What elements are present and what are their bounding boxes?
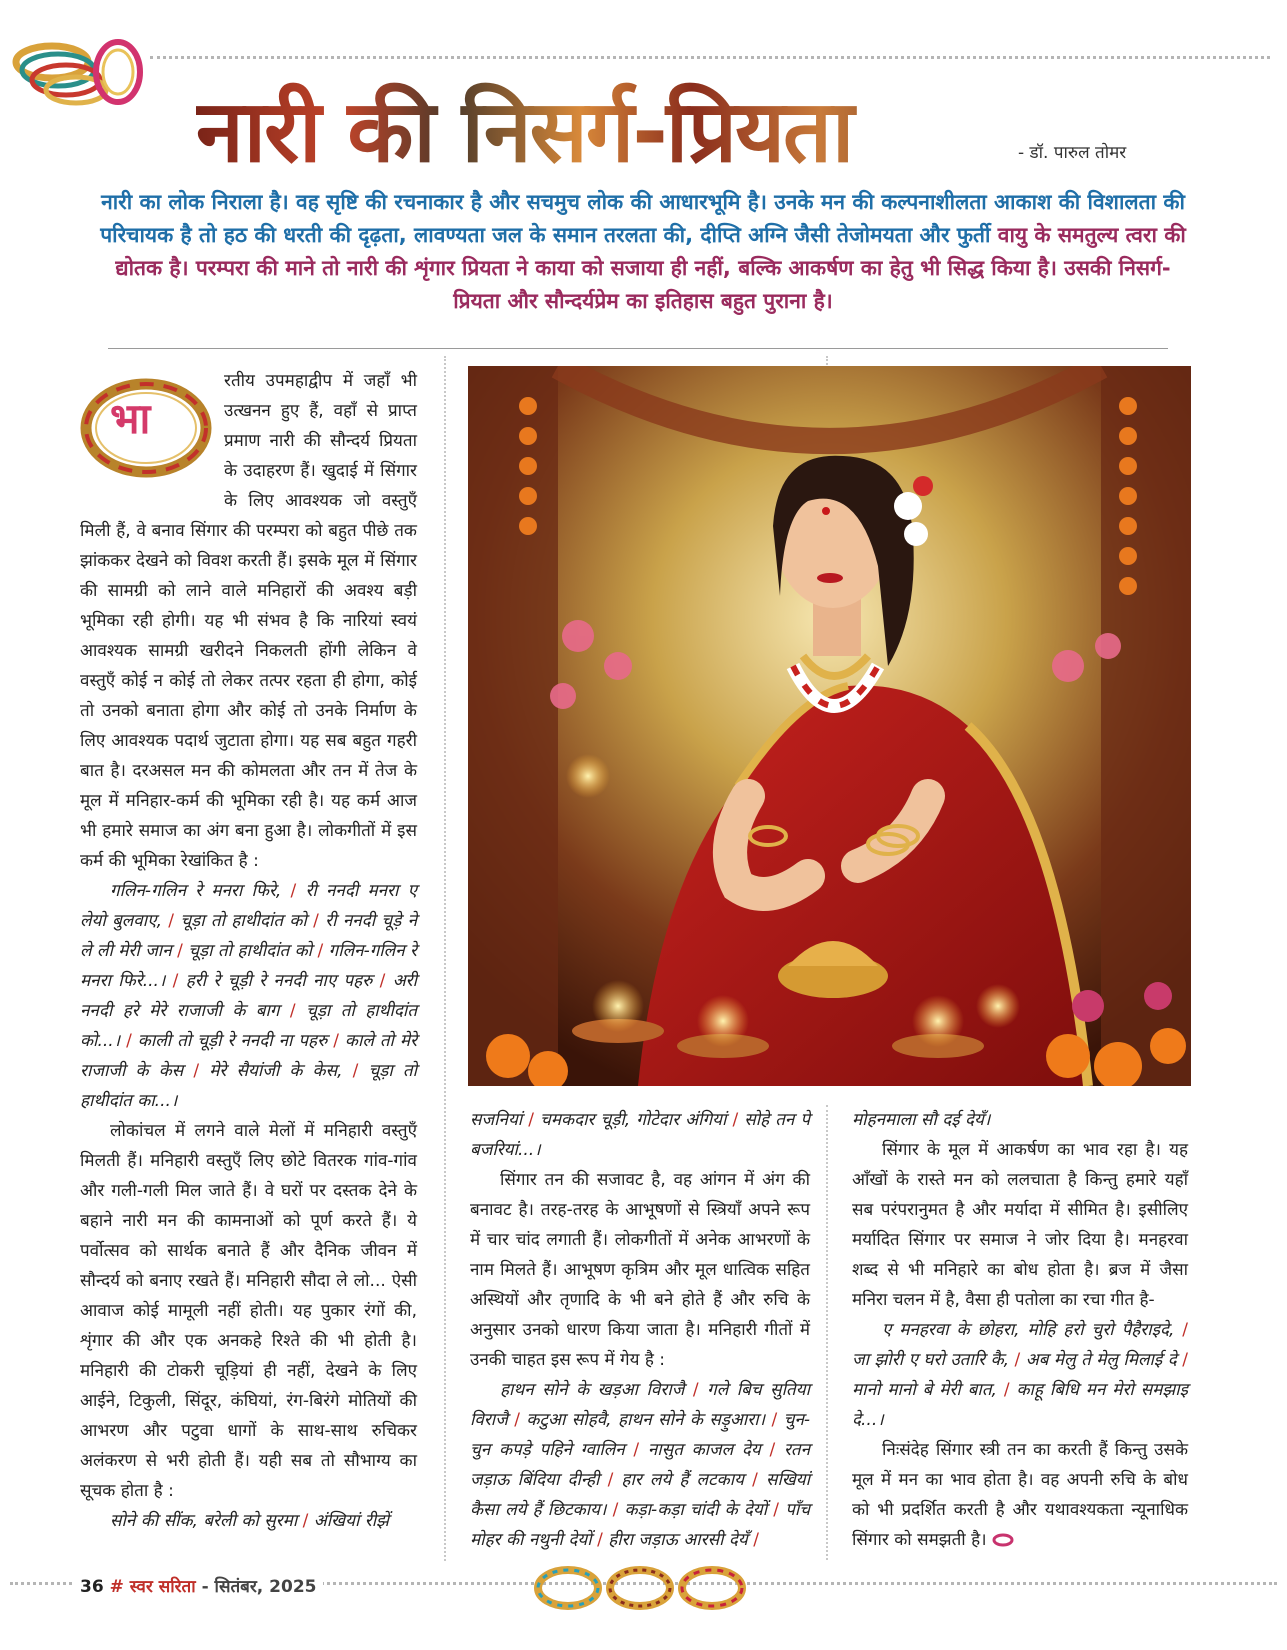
author-byline: - डॉ. पारुल तोमर (1018, 143, 1127, 163)
intro-text-magenta: वायु के समतुल्य त्वरा की द्योतक है। परम्परा की माने तो नारी की शृंगार प्रियता ने काया को सजाया ही नहीं, बल्कि आकर्षण का हेतु भी सिद्ध किया है। उसकी निसर्ग-प्रियता और सौन्दर्यप्रेम का इतिहास बहुत पुराना है। (115, 223, 1186, 313)
end-of-article-icon (992, 1533, 1014, 1547)
folk-verse-3-cont: मोहनमाला सौ दई देयँ। (852, 1110, 991, 1130)
folk-verse-3: हाथन सोने के खड़आ विराजै / गले बिच सुतिया विराजै / कटुआ सोहवै, हाथन सोने के सड़ुआरा। / चुन-चुन कपड़े पहिने ग्वालिन / नासुत काजल देय / रतन जड़ाऊ बिंदिया दीन्ही / हार लये हैं लटकाय / सखियां कैसा लये हैं छिटकाय। / कड़ा-कड़ा चांदी के देयों / पाँच मोहर की नथुनी देयों / हीरा जड़ाऊ आरसी देयँ / (470, 1380, 811, 1550)
footer-hash: # (109, 1577, 124, 1597)
body-paragraph: सिंगार तन की सजावट है, वह आंगन में अंग की बनावट है। तरह-तरह के आभूषणों से स्त्रियाँ अपने रूप में चार चांद लगाती हैं। लोकगीतों में अनेक आभरणों के नाम मिलते हैं। आभूषण कृत्रिम और मूल धात्विक सहित अस्थियों और तृणादि के भी बने होते हैं और रुचि के अनुसार उनको धारण किया जाता है। मनिहारी गीतों में उनकी चाहत इस रूप में गेय है : (470, 1170, 810, 1370)
bangles-footer-illustration (530, 1560, 750, 1615)
top-dotted-rule (150, 56, 1270, 59)
folk-verse-1: गलिन-गलिन रे मनरा फिरे, / री ननदी मनरा ए लेयो बुलवाए, / चूड़ा तो हाथीदांत को / री ननदी चूड़े ने ले ली मेरी जान / चूड़ा तो हाथीदांत को / गलिन-गलिन रे मनरा फिरे...। / हरी रे चूड़ी रे ननदी नाए पहरु / अरी ननदी हरे मेरे राजाजी के बाग / चूड़ा तो हाथीदांत को...। / काली तो चूड़ी रे ननदी ना पहरु / काले तो मेरे राजाजी के केस / मेरे सैयांजी के केस, / चूड़ा तो हाथीदांत का...। (80, 881, 418, 1111)
folk-verse-4: ए मनहरवा के छोहरा, मोहि हरो चुरो पैहैराइदे, / जा झोरी ए घरो उतारि कै, / अब मेलु ते मेलु मिलाई दे / मानो मानो बे मेरी बात, / काहू बिधि मन मेरो समझाइ दे...। (852, 1320, 1189, 1430)
folk-verse-2: सोने की सींक, बरेली को सुरमा / अंखियां रीझें (110, 1511, 389, 1531)
issue-date: - सितंबर, 2025 (201, 1577, 317, 1597)
page-footer (74, 1574, 323, 1597)
body-paragraph: निःसंदेह सिंगार स्त्री तन का करती हैं किन्तु उसके मूल में मन का भाव होता है। वह अपनी रुचि के बोध को भी प्रदर्शित करती है और यथावश्यकता न्यूनाधिक सिंगार को समझती है। (852, 1440, 1188, 1550)
bangles-illustration (10, 22, 150, 112)
article-title: नारी की निसर्ग-प्रियता (196, 82, 996, 182)
magazine-name: स्वर सरिता (129, 1577, 196, 1597)
bride-photo (468, 366, 1191, 1086)
body-paragraph: रतीय उपमहाद्वीप में जहाँ भी उत्खनन हुए हैं, वहाँ से प्राप्त प्रमाण नारी की सौन्दर्य प्रियता के उदाहरण हैं। खुदाई में सिंगार के लिए आवश्यक जो वस्तुएँ मिली हैं, वे बनाव सिंगार की परम्परा को बहुत पीछे तक झांककर देखने को विवश करती हैं। इसके मूल में सिंगार की सामग्री को लाने वाले मनिहारों की अवश्य बड़ी भूमिका रही होगी। यह भी संभव है कि नारियां स्वयं आवश्यक सामग्री खरीदने निकलती होंगी लेकिन वे वस्तुएँ कोई न कोई तो लेकर तत्पर रहता ही होगा, कोई तो उनको बनाता होगा और कोई तो उनके निर्माण के लिए आवश्यक पदार्थ जुटाता होगा। यह सब बहुत गहरी बात है। दरअसल मन की कोमलता और तन में तेज के मूल में मनिहार-कर्म की भूमिका रही है। यह कर्म आज भी हमारे समाज का अंग बना हुआ है। लोकगीतों में इस कर्म की भूमिका रेखांकित है : (80, 371, 417, 871)
column-separator (826, 1105, 828, 1560)
dropcap-letter: भा (110, 394, 151, 443)
dropcap-bangle (80, 372, 218, 490)
photo-illustration (468, 366, 1191, 1086)
intro-divider (108, 348, 1168, 349)
body-paragraph: लोकांचल में लगने वाले मेलों में मनिहारी वस्तुएँ मिलती हैं। मनिहारी वस्तुएँ लिए छोटे वितरक गांव-गांव और गली-गली मिल जाते हैं। वे घरों पर दस्तक देने के बहाने नारी मन की कामनाओं को पूर्ण करते हैं। ये पर्वोत्सव को सार्थक बनाते हैं और दैनिक जीवन में सौन्दर्य को बनाए रखते हैं। मनिहारी सौदा ले लो... ऐसी आवाज कोई मामूली नहीं होती। यह पुकार रंगों की, शृंगार की और एक अनकहे रिश्ते की भी होती है। मनिहारी की टोकरी चूड़ियां ही नहीं, देखने के लिए आईने, टिकुली, सिंदूर, कंघियां, रंग-बिरंगे मोतियों की आभरण और पटुवा धागों के साथ-साथ रुचिकर अलंकरण से भरी होती हैं। यही सब तो सौभाग्य का सूचक होता है : (80, 1121, 417, 1501)
intro-text-blue: नारी का लोक निराला है। वह सृष्टि की रचनाकार है और सचमुच लोक की आधारभूमि है। उनके मन की कल्पनाशीलता आकाश की विशालता की परिचायक है तो हठ की धरती की दृढ़ता, लावण्यता जल के समान तरलता की, दीप्ति अग्नि जैसी तेजोमयता और फुर्ती (100, 190, 1185, 247)
page-number: 36 (80, 1577, 104, 1597)
folk-verse-2-cont: सजनियां / चमकदार चूड़ी, गोटेदार अंगियां / सोहे तन पे बजरियां...। (470, 1110, 811, 1160)
intro-paragraph (98, 186, 1188, 318)
column-separator (444, 356, 446, 1561)
body-paragraph: सिंगार के मूल में आकर्षण का भाव रहा है। यह आँखों के रास्ते मन को ललचाता है किन्तु हमारे यहाँ सब परंपरानुमत है और मर्यादा में सीमित है। इसीलिए मर्यादित सिंगार पर समाज ने जोर दिया है। मनहरवा शब्द से भी मनिहारे का बोध होता है। ब्रज में जैसा मनिरा चलन में है, वैसा ही पतोला का रचा गीत है- (852, 1140, 1188, 1310)
column-1 (80, 366, 417, 1536)
column-2 (470, 1105, 810, 1555)
column-3 (852, 1105, 1188, 1555)
